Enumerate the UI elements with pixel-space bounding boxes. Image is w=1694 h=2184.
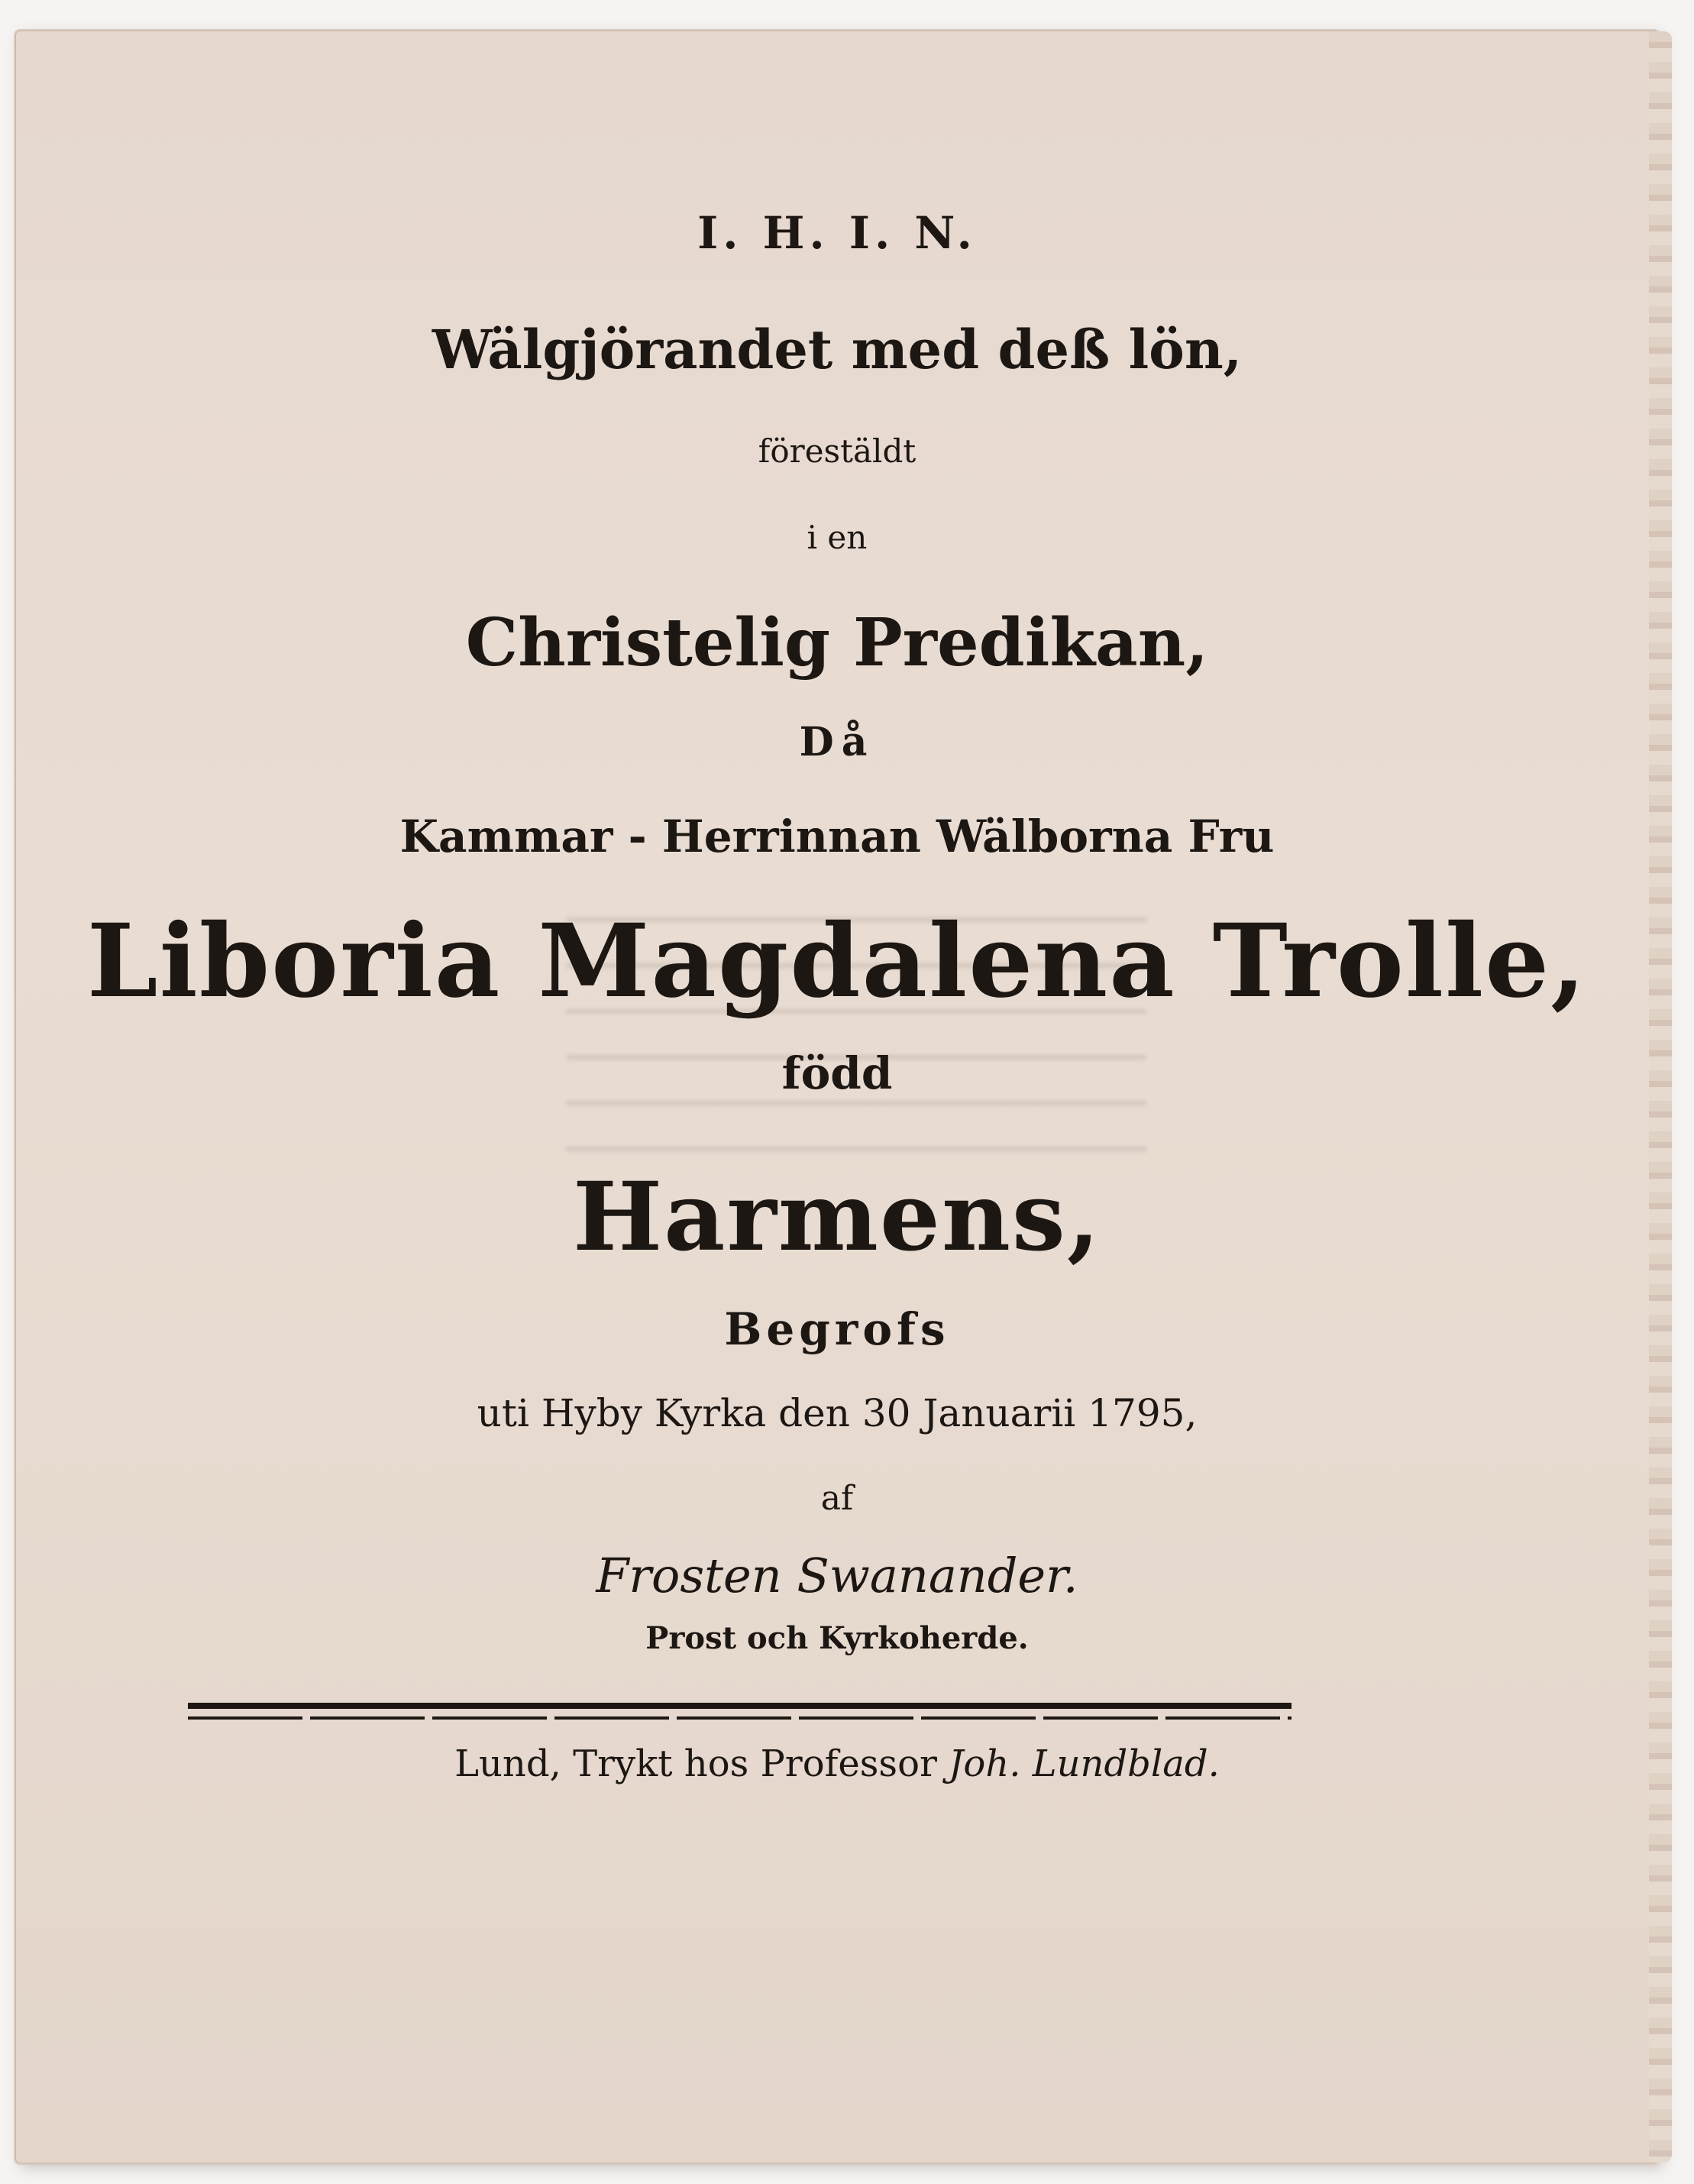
divider-rule-thin: [188, 1716, 1292, 1720]
predikan-heading: Christelig Predikan,: [465, 604, 1209, 681]
line-forestaldt: förestäldt: [758, 432, 917, 470]
author-role: Prost och Kyrkoherde.: [645, 1620, 1029, 1656]
maiden-name: Harmens,: [572, 1162, 1102, 1273]
imprint-prefix: Lund, Trykt hos Professor: [454, 1742, 937, 1785]
invocation-ihjn: I. H. I. N.: [697, 207, 977, 259]
imprint: [16, 1742, 1658, 1785]
burial-place-date: uti Hyby Kyrka den 30 Januarii 1795,: [477, 1391, 1198, 1435]
deceased-name: Liboria Magdalena Trolle,: [86, 902, 1588, 1021]
line-fodd: född: [781, 1047, 893, 1099]
author-name: Frosten Swanander.: [596, 1548, 1078, 1603]
sermon-title: Wälgjörandet med deß lön,: [432, 318, 1243, 381]
title-page: [15, 31, 1659, 2163]
line-i-en: i en: [807, 519, 868, 556]
line-af: af: [820, 1479, 854, 1518]
line-kammar-herrinnan: Kammar - Herrinnan Wälborna Fru: [399, 811, 1275, 862]
line-da: Då: [799, 719, 875, 765]
divider-rule-thick: [188, 1703, 1292, 1709]
line-begrofs: Begrofs: [724, 1303, 950, 1355]
imprint-printer: Joh. Lundblad.: [949, 1742, 1220, 1785]
title-page-content: [16, 31, 1658, 2163]
